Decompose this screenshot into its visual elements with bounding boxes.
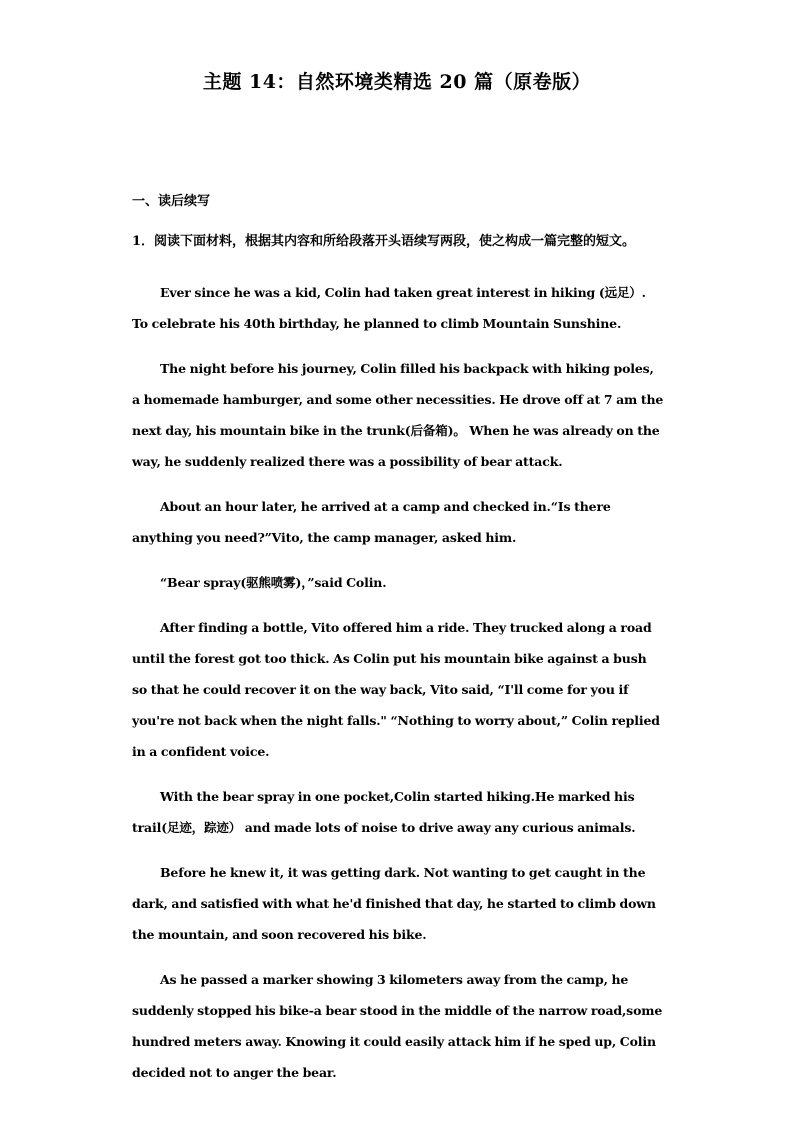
passage-paragraph-6: With the bear spray in one pocket,Colin started hiking.He marked his trail(足迹，踪迹） and made lots of noise to drive away any curious animals. bbox=[132, 789, 636, 835]
passage-paragraph-7: Before he knew it, it was getting dark. Not wanting to get caught in the dark, and satisfied with what he'd finished that day, he started to climb down the mountain, and soon recovered his bike. bbox=[132, 865, 656, 942]
document-title: 主题 14：自然环境类精选 20 篇（原卷版） bbox=[202, 71, 592, 93]
passage-paragraph-3: About an hour later, he arrived at a camp and checked in.“Is there anything you need?”Vito, the camp manager, asked him. bbox=[132, 499, 611, 545]
question-instruction: 1．阅读下面材料，根据其内容和所给段落开头语续写两段，使之构成一篇完整的短文。 bbox=[132, 234, 636, 249]
passage-paragraph-8: As he passed a marker showing 3 kilometers away from the camp, he suddenly stopped his bike-a bear stood in the middle of the narrow road,some hundred meters away. Knowing it could easily attack him if he sped up, Colin decided not to anger the bear. bbox=[132, 972, 663, 1080]
passage-paragraph-5: After finding a bottle, Vito offered him a ride. They trucked along a road until the forest got too thick. As Colin put his mountain bike against a bush so that he could recover it on the way back, Vito said, “I'll come for you if you're not back when the night falls." “Nothing to worry about,” Colin replied in a confident voice. bbox=[132, 620, 660, 759]
reading-passage bbox=[132, 277, 664, 1102]
passage-paragraph-1: Ever since he was a kid, Colin had taken great interest in hiking (远足）. To celebrate his 40th birthday, he planned to climb Mountain Sunshine. bbox=[132, 285, 646, 331]
passage-paragraph-2: The night before his journey, Colin filled his backpack with hiking poles, a homemade hamburger, and some other necessities. He drove off at 7 am the next day, his mountain bike in the trunk(后备箱)。 When he was already on the way, he suddenly realized there was a possibility of bear attack. bbox=[132, 361, 664, 469]
passage-paragraph-4: “Bear spray(驱熊喷雾)，”said Colin. bbox=[160, 575, 387, 590]
section-heading: 一、读后续写 bbox=[132, 194, 211, 209]
